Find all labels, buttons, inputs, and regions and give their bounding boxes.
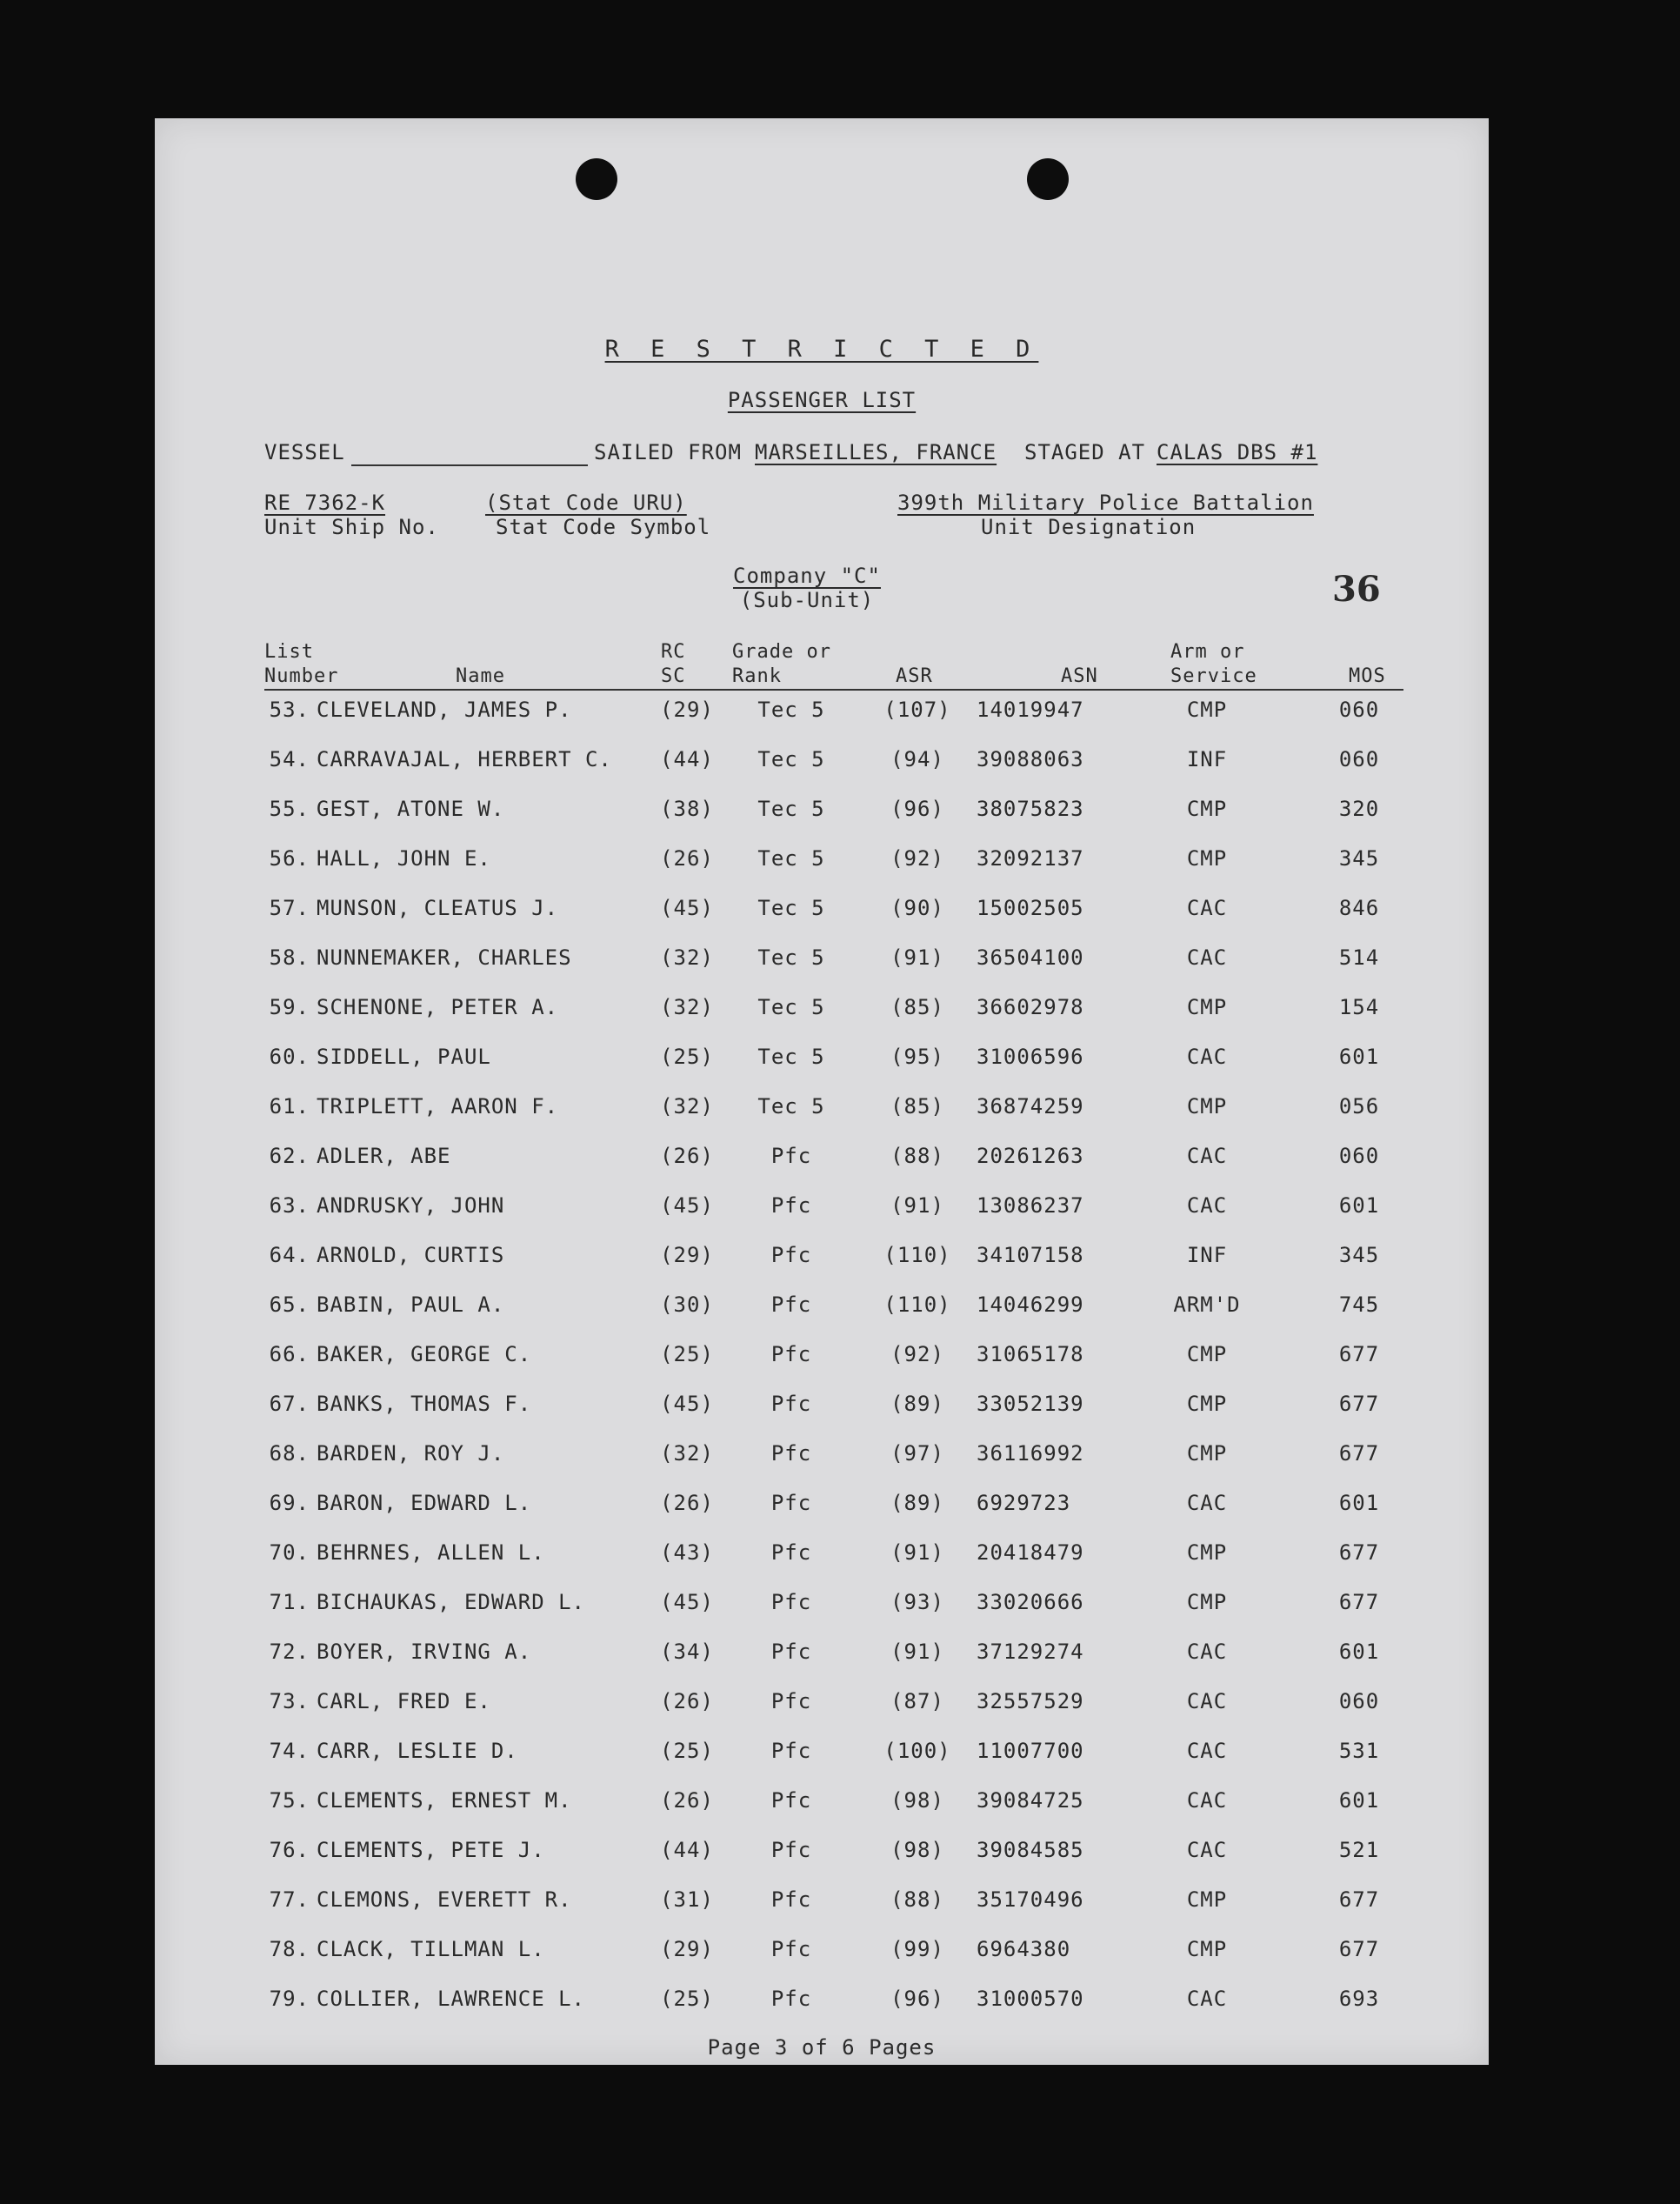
mos-cell: 514: [1338, 945, 1380, 970]
asr-cell: (91): [890, 945, 944, 970]
punch-hole-left: [576, 158, 617, 200]
grade-rank-cell: Tec 5: [757, 747, 825, 771]
table-row: [155, 1981, 1489, 2016]
classification-heading: R E S T R I C T E D: [604, 336, 1039, 363]
asn-cell: 6929723: [977, 1491, 1071, 1515]
header-list-number: List Number: [264, 641, 339, 687]
arm-service-cell: ARM'D: [1173, 1292, 1241, 1317]
passenger-name-cell: CLEMONS, EVERETT R.: [317, 1887, 572, 1912]
header-mos: MOS: [1349, 665, 1386, 687]
rc-sc-cell: (29): [660, 1937, 714, 1961]
unit-designation: 399th Military Police Battalion: [897, 491, 1314, 515]
grade-rank-cell: Pfc: [770, 1193, 812, 1218]
table-row: [155, 791, 1489, 826]
asn-cell: 36602978: [977, 995, 1084, 1019]
mos-cell: 677: [1338, 1392, 1380, 1416]
rc-sc-cell: (30): [660, 1292, 714, 1317]
table-row: [155, 1089, 1489, 1124]
table-row: [155, 1386, 1489, 1421]
grade-rank-cell: Pfc: [770, 1987, 812, 2011]
mos-cell: 601: [1338, 1193, 1380, 1218]
asr-cell: (96): [890, 1987, 944, 2011]
header-arm-service: Arm or Service: [1170, 641, 1257, 687]
grade-rank-cell: Pfc: [770, 1887, 812, 1912]
list-number-cell: 70.: [269, 1540, 310, 1565]
arm-service-cell: CMP: [1186, 846, 1228, 871]
mos-cell: 601: [1338, 1788, 1380, 1813]
document-title: PASSENGER LIST: [727, 388, 917, 412]
passenger-name-cell: MUNSON, CLEATUS J.: [317, 896, 559, 920]
mos-cell: 677: [1338, 1887, 1380, 1912]
grade-rank-cell: Tec 5: [757, 896, 825, 920]
grade-rank-cell: Pfc: [770, 1243, 812, 1267]
mos-cell: 601: [1338, 1491, 1380, 1515]
grade-rank-cell: Pfc: [770, 1689, 812, 1713]
staged-at-label: STAGED AT: [1024, 440, 1146, 464]
rc-sc-cell: (32): [660, 995, 714, 1019]
grade-rank-cell: Pfc: [770, 1342, 812, 1366]
list-number-cell: 78.: [269, 1937, 310, 1961]
asr-cell: (90): [890, 896, 944, 920]
asr-cell: (87): [890, 1689, 944, 1713]
list-number-cell: 58.: [269, 945, 310, 970]
mos-cell: 320: [1338, 797, 1380, 821]
rc-sc-cell: (26): [660, 1689, 714, 1713]
table-row: [155, 1882, 1489, 1917]
list-number-cell: 57.: [269, 896, 310, 920]
table-row: [155, 1733, 1489, 1768]
list-number-cell: 68.: [269, 1441, 310, 1466]
arm-service-cell: CAC: [1186, 1788, 1228, 1813]
list-number-cell: 62.: [269, 1144, 310, 1168]
grade-rank-cell: Tec 5: [757, 698, 825, 722]
passenger-name-cell: BEHRNES, ALLEN L.: [317, 1540, 545, 1565]
page-number-stamp: 36: [1332, 569, 1381, 610]
passenger-name-cell: ARNOLD, CURTIS: [317, 1243, 505, 1267]
asn-cell: 39084725: [977, 1788, 1084, 1813]
passenger-name-cell: BABIN, PAUL A.: [317, 1292, 505, 1317]
asn-cell: 15002505: [977, 896, 1084, 920]
asn-cell: 36874259: [977, 1094, 1084, 1119]
mos-cell: 060: [1338, 747, 1380, 771]
table-row: [155, 940, 1489, 975]
header-asr: ASR: [896, 665, 933, 687]
asn-cell: 33052139: [977, 1392, 1084, 1416]
grade-rank-cell: Pfc: [770, 1640, 812, 1664]
mos-cell: 060: [1338, 698, 1380, 722]
table-row: [155, 1833, 1489, 1867]
arm-service-cell: CMP: [1186, 1441, 1228, 1466]
arm-service-cell: CMP: [1186, 698, 1228, 722]
rc-sc-cell: (45): [660, 896, 714, 920]
asn-cell: 37129274: [977, 1640, 1084, 1664]
arm-service-cell: CAC: [1186, 1689, 1228, 1713]
grade-rank-cell: Pfc: [770, 1292, 812, 1317]
arm-service-cell: CMP: [1186, 1392, 1228, 1416]
grade-rank-cell: Tec 5: [757, 945, 825, 970]
vessel-label: VESSEL: [264, 440, 345, 464]
table-row: [155, 841, 1489, 876]
arm-service-cell: CMP: [1186, 1540, 1228, 1565]
passenger-name-cell: HALL, JOHN E.: [317, 846, 491, 871]
page-footer: Page 3 of 6 Pages: [707, 2035, 937, 2060]
asr-cell: (94): [890, 747, 944, 771]
arm-service-cell: CAC: [1186, 1491, 1228, 1515]
passenger-name-cell: SCHENONE, PETER A.: [317, 995, 559, 1019]
rc-sc-cell: (34): [660, 1640, 714, 1664]
passenger-name-cell: ADLER, ABE: [317, 1144, 451, 1168]
list-number-cell: 59.: [269, 995, 310, 1019]
header-grade-rank: Grade or Rank: [732, 641, 831, 687]
asr-cell: (110): [883, 1292, 951, 1317]
passenger-name-cell: CARL, FRED E.: [317, 1689, 491, 1713]
asr-cell: (85): [890, 1094, 944, 1119]
rc-sc-cell: (29): [660, 1243, 714, 1267]
table-row: [155, 1634, 1489, 1669]
sub-unit-label: (Sub-Unit): [739, 588, 875, 612]
rc-sc-cell: (26): [660, 1491, 714, 1515]
list-number-cell: 77.: [269, 1887, 310, 1912]
grade-rank-cell: Pfc: [770, 1788, 812, 1813]
arm-service-cell: INF: [1186, 747, 1228, 771]
arm-service-cell: CAC: [1186, 896, 1228, 920]
asn-cell: 36116992: [977, 1441, 1084, 1466]
asn-cell: 38075823: [977, 797, 1084, 821]
rc-sc-cell: (26): [660, 1144, 714, 1168]
rc-sc-cell: (26): [660, 1788, 714, 1813]
grade-rank-cell: Tec 5: [757, 995, 825, 1019]
rc-sc-cell: (32): [660, 1094, 714, 1119]
rc-sc-cell: (32): [660, 1441, 714, 1466]
table-row: [155, 1039, 1489, 1074]
rc-sc-cell: (45): [660, 1590, 714, 1614]
rc-sc-cell: (45): [660, 1193, 714, 1218]
asn-cell: 34107158: [977, 1243, 1084, 1267]
grade-rank-cell: Tec 5: [757, 1045, 825, 1069]
sailed-from-label: SAILED FROM: [594, 440, 742, 464]
grade-rank-cell: Pfc: [770, 1937, 812, 1961]
passenger-name-cell: SIDDELL, PAUL: [317, 1045, 491, 1069]
asn-cell: 31006596: [977, 1045, 1084, 1069]
mos-cell: 531: [1338, 1739, 1380, 1763]
grade-rank-cell: Tec 5: [757, 846, 825, 871]
mos-cell: 345: [1338, 1243, 1380, 1267]
arm-service-cell: CMP: [1186, 797, 1228, 821]
passenger-name-cell: BARON, EDWARD L.: [317, 1491, 532, 1515]
arm-service-cell: CAC: [1186, 1987, 1228, 2011]
asn-cell: 36504100: [977, 945, 1084, 970]
asn-cell: 20418479: [977, 1540, 1084, 1565]
asr-cell: (91): [890, 1193, 944, 1218]
list-number-cell: 79.: [269, 1987, 310, 2011]
sailed-from-value: MARSEILLES, FRANCE: [755, 440, 997, 464]
stat-code: (Stat Code URU): [485, 491, 687, 515]
list-number-cell: 64.: [269, 1243, 310, 1267]
arm-service-cell: CMP: [1186, 1590, 1228, 1614]
document-page: [155, 118, 1489, 2065]
asr-cell: (99): [890, 1937, 944, 1961]
passenger-name-cell: NUNNEMAKER, CHARLES: [317, 945, 572, 970]
passenger-name-cell: COLLIER, LAWRENCE L.: [317, 1987, 585, 2011]
asr-cell: (88): [890, 1887, 944, 1912]
rc-sc-cell: (44): [660, 1838, 714, 1862]
passenger-name-cell: GEST, ATONE W.: [317, 797, 505, 821]
table-row: [155, 1238, 1489, 1272]
asr-cell: (95): [890, 1045, 944, 1069]
vessel-blank-line: [351, 464, 588, 466]
unit-designation-label: Unit Designation: [981, 515, 1197, 539]
rc-sc-cell: (32): [660, 945, 714, 970]
asn-cell: 11007700: [977, 1739, 1084, 1763]
passenger-name-cell: CLACK, TILLMAN L.: [317, 1937, 545, 1961]
rc-sc-cell: (26): [660, 846, 714, 871]
arm-service-cell: CAC: [1186, 1838, 1228, 1862]
passenger-name-cell: ANDRUSKY, JOHN: [317, 1193, 505, 1218]
asr-cell: (92): [890, 1342, 944, 1366]
list-number-cell: 71.: [269, 1590, 310, 1614]
grade-rank-cell: Pfc: [770, 1144, 812, 1168]
mos-cell: 677: [1338, 1342, 1380, 1366]
asr-cell: (107): [883, 698, 951, 722]
asr-cell: (91): [890, 1540, 944, 1565]
passenger-name-cell: BANKS, THOMAS F.: [317, 1392, 532, 1416]
rc-sc-cell: (44): [660, 747, 714, 771]
table-row: [155, 1139, 1489, 1173]
rc-sc-cell: (31): [660, 1887, 714, 1912]
rc-sc-cell: (25): [660, 1045, 714, 1069]
mos-cell: 154: [1338, 995, 1380, 1019]
list-number-cell: 76.: [269, 1838, 310, 1862]
asr-cell: (85): [890, 995, 944, 1019]
mos-cell: 677: [1338, 1937, 1380, 1961]
sub-unit: Company "C": [733, 564, 881, 588]
punch-hole-right: [1027, 158, 1069, 200]
asn-cell: 33020666: [977, 1590, 1084, 1614]
rc-sc-cell: (25): [660, 1342, 714, 1366]
mos-cell: 345: [1338, 846, 1380, 871]
asr-cell: (92): [890, 846, 944, 871]
passenger-name-cell: TRIPLETT, AARON F.: [317, 1094, 559, 1119]
mos-cell: 060: [1338, 1689, 1380, 1713]
rc-sc-cell: (43): [660, 1540, 714, 1565]
rc-sc-cell: (38): [660, 797, 714, 821]
arm-service-cell: CAC: [1186, 1640, 1228, 1664]
list-number-cell: 54.: [269, 747, 310, 771]
asn-cell: 13086237: [977, 1193, 1084, 1218]
asr-cell: (98): [890, 1788, 944, 1813]
arm-service-cell: CAC: [1186, 1144, 1228, 1168]
header-name: Name: [456, 665, 505, 687]
table-row: [155, 1486, 1489, 1520]
arm-service-cell: CMP: [1186, 1887, 1228, 1912]
list-number-cell: 65.: [269, 1292, 310, 1317]
grade-rank-cell: Pfc: [770, 1441, 812, 1466]
mos-cell: 677: [1338, 1441, 1380, 1466]
mos-cell: 677: [1338, 1590, 1380, 1614]
arm-service-cell: CAC: [1186, 1193, 1228, 1218]
asn-cell: 20261263: [977, 1144, 1084, 1168]
asr-cell: (89): [890, 1392, 944, 1416]
asn-cell: 31065178: [977, 1342, 1084, 1366]
arm-service-cell: CMP: [1186, 1094, 1228, 1119]
list-number-cell: 60.: [269, 1045, 310, 1069]
asr-cell: (93): [890, 1590, 944, 1614]
asr-cell: (100): [883, 1739, 951, 1763]
table-row: [155, 692, 1489, 727]
arm-service-cell: CAC: [1186, 1739, 1228, 1763]
mos-cell: 693: [1338, 1987, 1380, 2011]
arm-service-cell: CAC: [1186, 1045, 1228, 1069]
mos-cell: 601: [1338, 1640, 1380, 1664]
asr-cell: (97): [890, 1441, 944, 1466]
asr-cell: (88): [890, 1144, 944, 1168]
asr-cell: (89): [890, 1491, 944, 1515]
arm-service-cell: CAC: [1186, 945, 1228, 970]
passenger-name-cell: CARRAVAJAL, HERBERT C.: [317, 747, 612, 771]
asr-cell: (110): [883, 1243, 951, 1267]
asn-cell: 31000570: [977, 1987, 1084, 2011]
passenger-name-cell: BICHAUKAS, EDWARD L.: [317, 1590, 585, 1614]
table-row: [155, 1535, 1489, 1570]
asn-cell: 14046299: [977, 1292, 1084, 1317]
mos-cell: 846: [1338, 896, 1380, 920]
header-rc-sc: RC SC: [661, 641, 686, 687]
asn-cell: 32092137: [977, 846, 1084, 871]
list-number-cell: 67.: [269, 1392, 310, 1416]
table-row: [155, 1436, 1489, 1471]
list-number-cell: 63.: [269, 1193, 310, 1218]
arm-service-cell: CMP: [1186, 1937, 1228, 1961]
unit-ship-number: RE 7362-K: [264, 491, 386, 515]
mos-cell: 601: [1338, 1045, 1380, 1069]
list-number-cell: 55.: [269, 797, 310, 821]
asr-cell: (96): [890, 797, 944, 821]
asr-cell: (91): [890, 1640, 944, 1664]
passenger-name-cell: CLEMENTS, ERNEST M.: [317, 1788, 572, 1813]
mos-cell: 056: [1338, 1094, 1380, 1119]
rc-sc-cell: (25): [660, 1987, 714, 2011]
asn-cell: 35170496: [977, 1887, 1084, 1912]
header-rule: [264, 689, 1403, 691]
list-number-cell: 75.: [269, 1788, 310, 1813]
list-number-cell: 73.: [269, 1689, 310, 1713]
table-row: [155, 1287, 1489, 1322]
passenger-name-cell: CARR, LESLIE D.: [317, 1739, 518, 1763]
passenger-name-cell: CLEMENTS, PETE J.: [317, 1838, 545, 1862]
passenger-name-cell: BOYER, IRVING A.: [317, 1640, 532, 1664]
header-asn: ASN: [1061, 665, 1098, 687]
grade-rank-cell: Pfc: [770, 1392, 812, 1416]
list-number-cell: 72.: [269, 1640, 310, 1664]
grade-rank-cell: Tec 5: [757, 1094, 825, 1119]
passenger-name-cell: BARDEN, ROY J.: [317, 1441, 505, 1466]
asr-cell: (98): [890, 1838, 944, 1862]
mos-cell: 060: [1338, 1144, 1380, 1168]
grade-rank-cell: Pfc: [770, 1491, 812, 1515]
table-row: [155, 1932, 1489, 1967]
asn-cell: 32557529: [977, 1689, 1084, 1713]
mos-cell: 745: [1338, 1292, 1380, 1317]
list-number-cell: 69.: [269, 1491, 310, 1515]
rc-sc-cell: (45): [660, 1392, 714, 1416]
table-row: [155, 1783, 1489, 1818]
list-number-cell: 61.: [269, 1094, 310, 1119]
arm-service-cell: INF: [1186, 1243, 1228, 1267]
grade-rank-cell: Tec 5: [757, 797, 825, 821]
grade-rank-cell: Pfc: [770, 1838, 812, 1862]
passenger-name-cell: CLEVELAND, JAMES P.: [317, 698, 572, 722]
mos-cell: 521: [1338, 1838, 1380, 1862]
table-row: [155, 990, 1489, 1025]
stat-code-label: Stat Code Symbol: [496, 515, 711, 539]
unit-ship-number-label: Unit Ship No.: [264, 515, 439, 539]
arm-service-cell: CMP: [1186, 995, 1228, 1019]
grade-rank-cell: Pfc: [770, 1590, 812, 1614]
table-row: [155, 1585, 1489, 1620]
mos-cell: 677: [1338, 1540, 1380, 1565]
asn-cell: 6964380: [977, 1937, 1071, 1961]
asn-cell: 39084585: [977, 1838, 1084, 1862]
rc-sc-cell: (25): [660, 1739, 714, 1763]
asn-cell: 39088063: [977, 747, 1084, 771]
staged-at-value: CALAS DBS #1: [1157, 440, 1318, 464]
table-row: [155, 742, 1489, 777]
rc-sc-cell: (29): [660, 698, 714, 722]
passenger-name-cell: BAKER, GEORGE C.: [317, 1342, 532, 1366]
table-row: [155, 891, 1489, 925]
table-row: [155, 1684, 1489, 1719]
list-number-cell: 66.: [269, 1342, 310, 1366]
arm-service-cell: CMP: [1186, 1342, 1228, 1366]
table-row: [155, 1337, 1489, 1372]
asn-cell: 14019947: [977, 698, 1084, 722]
list-number-cell: 53.: [269, 698, 310, 722]
list-number-cell: 56.: [269, 846, 310, 871]
grade-rank-cell: Pfc: [770, 1540, 812, 1565]
grade-rank-cell: Pfc: [770, 1739, 812, 1763]
list-number-cell: 74.: [269, 1739, 310, 1763]
table-row: [155, 1188, 1489, 1223]
